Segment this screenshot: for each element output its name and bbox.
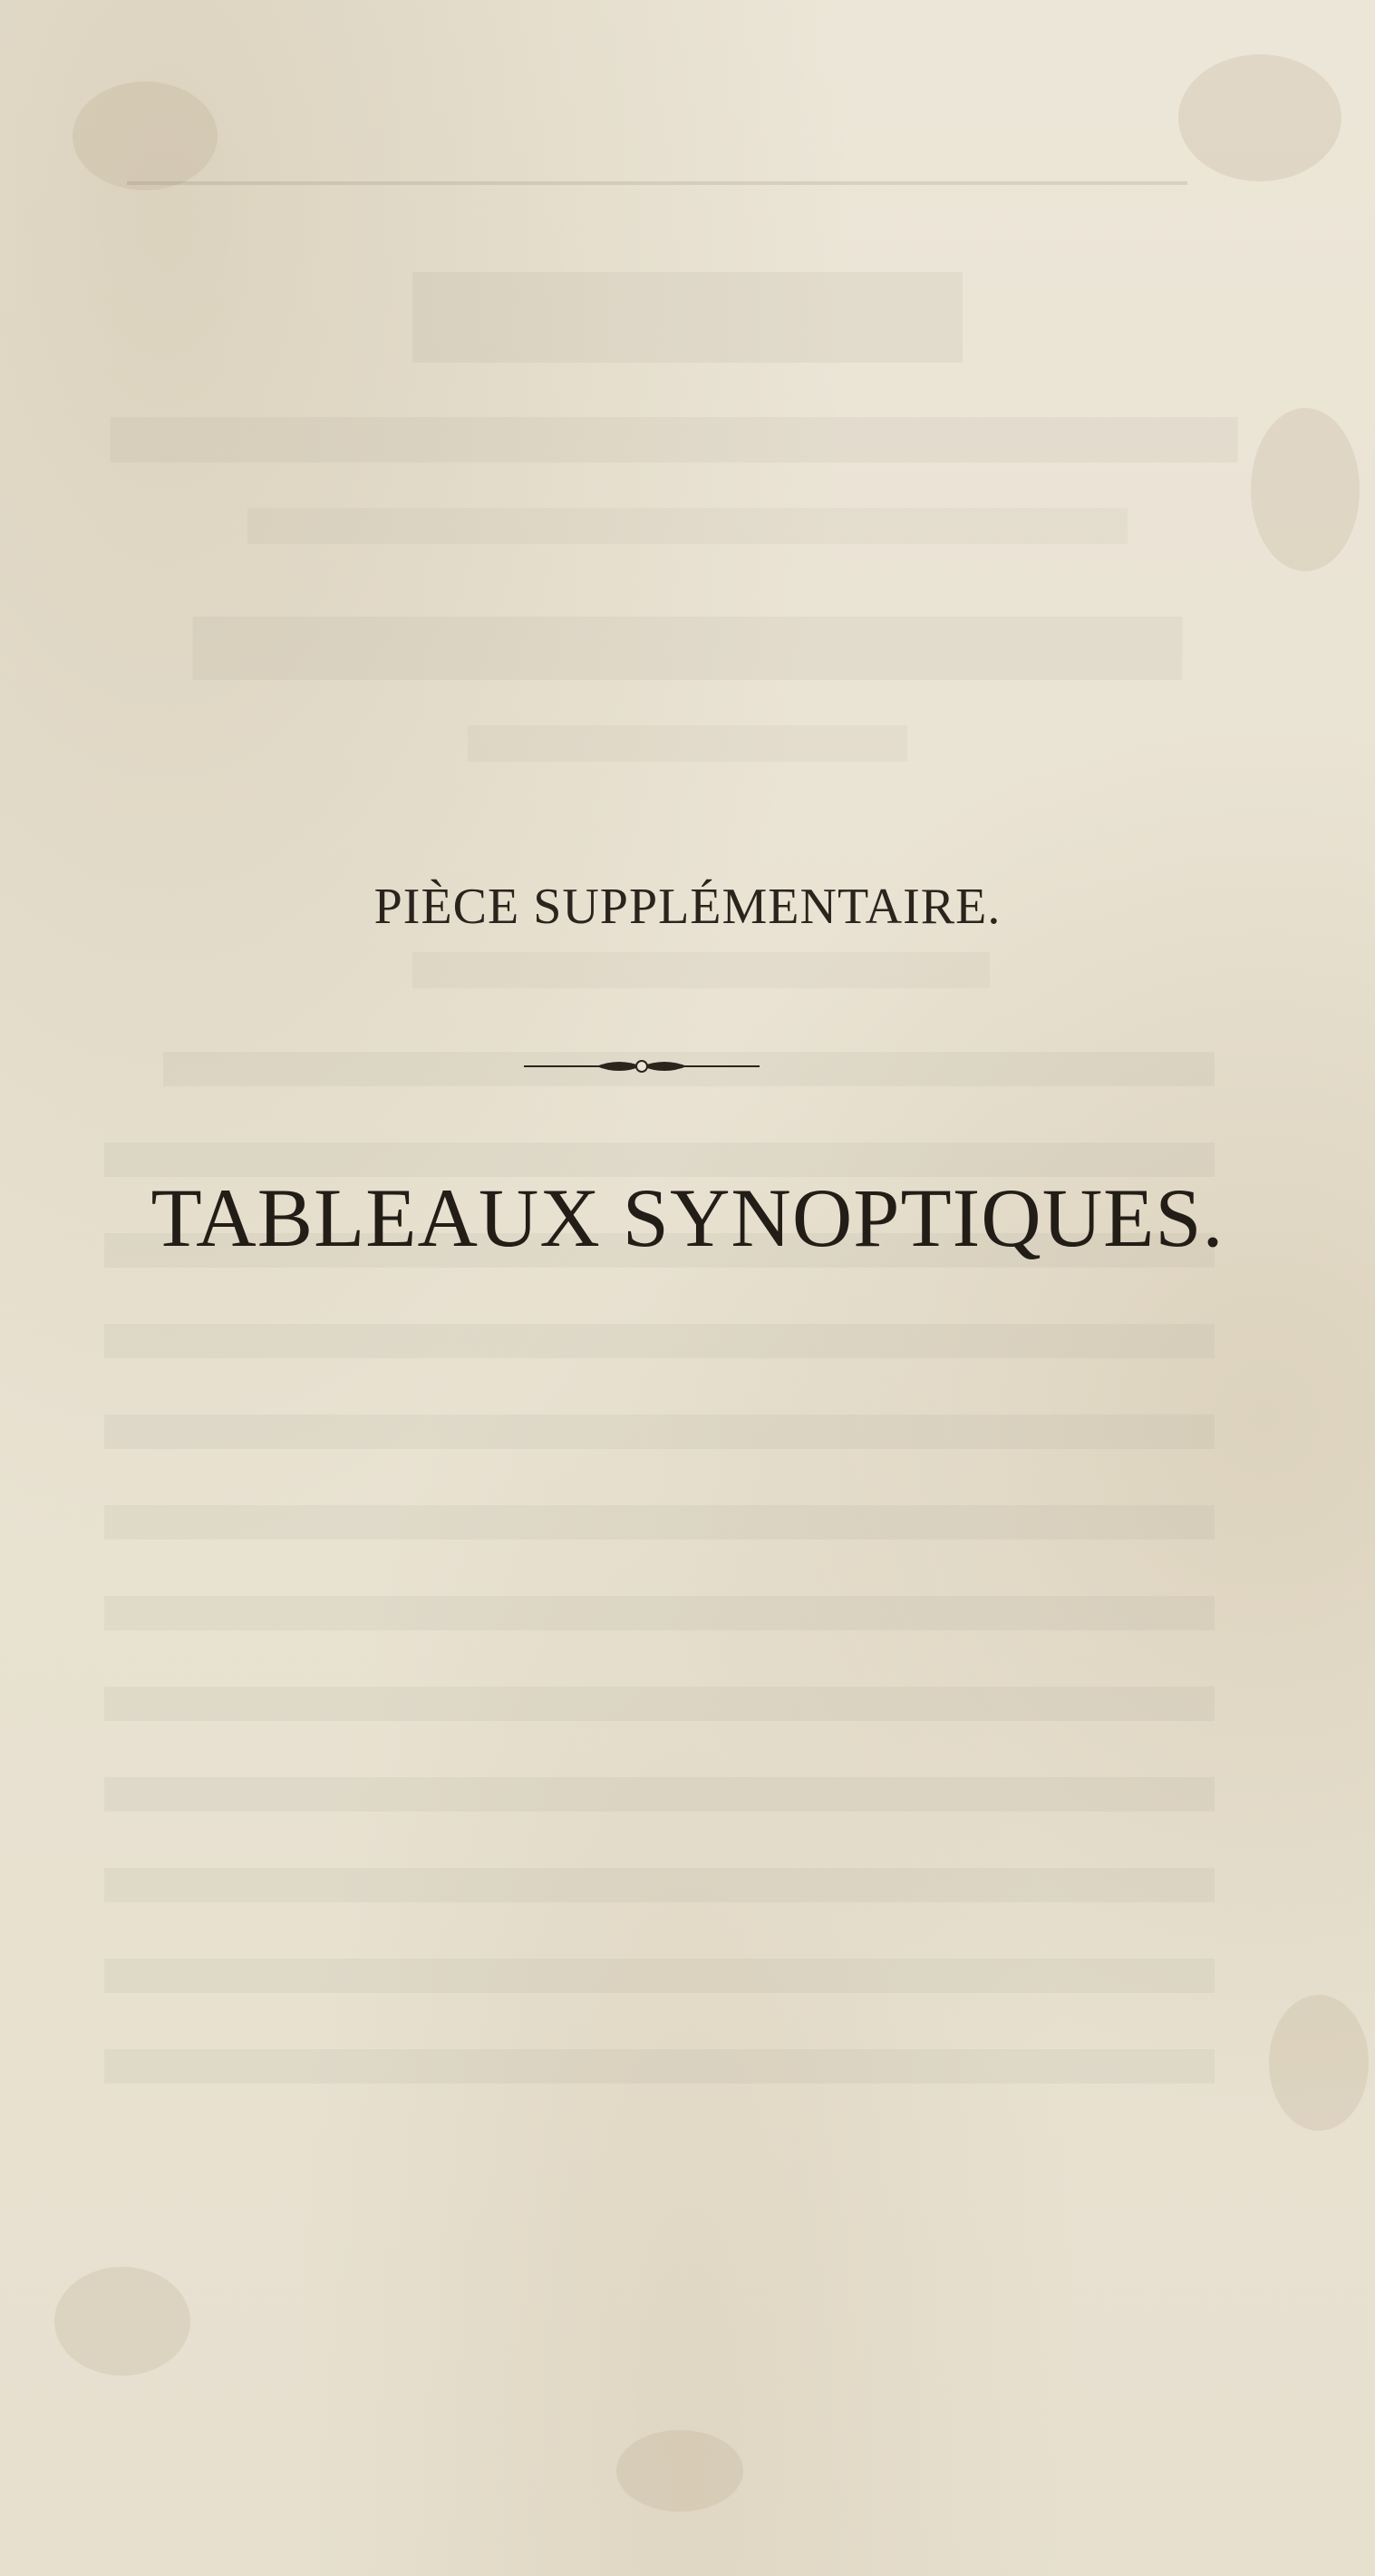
paper-stain	[1251, 408, 1360, 571]
bleed-through-texture	[0, 952, 1375, 988]
bleed-through-texture	[0, 508, 1375, 544]
paper-stain	[1269, 1995, 1369, 2131]
paper-stain	[616, 2430, 743, 2512]
bleed-through-rule	[127, 181, 1187, 185]
paper-stain	[73, 82, 218, 190]
bleed-through-texture	[0, 725, 1375, 762]
bleed-through-texture	[0, 617, 1375, 680]
main-title: TABLEAUX SYNOPTIQUES.	[150, 1171, 1225, 1264]
rule-ornament-icon	[524, 1050, 760, 1083]
supplementary-heading: PIÈCE SUPPLÉMENTAIRE.	[373, 879, 1002, 935]
paper-stain	[54, 2267, 190, 2376]
paper-stain	[1178, 54, 1341, 181]
bleed-through-texture	[0, 272, 1375, 363]
bleed-through-texture	[0, 417, 1375, 462]
